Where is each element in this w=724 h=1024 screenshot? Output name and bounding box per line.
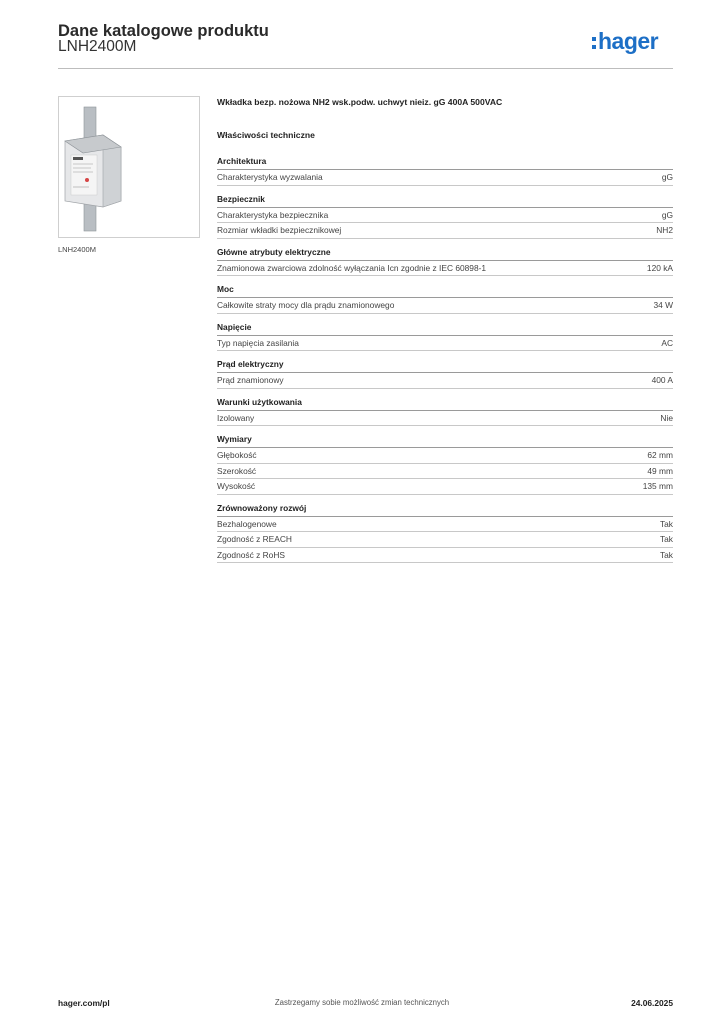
spec-row <box>217 261 673 277</box>
spec-value: Tak <box>659 518 673 529</box>
hager-logo <box>590 26 676 58</box>
spec-group <box>217 359 673 389</box>
spec-value: 49 mm <box>647 465 673 476</box>
spec-group <box>217 503 673 564</box>
spec-row <box>217 548 673 564</box>
spec-group-title: Architektura <box>217 156 673 170</box>
spec-label: Izolowany <box>217 412 255 423</box>
spec-group <box>217 284 673 314</box>
spec-group-title: Bezpiecznik <box>217 194 673 208</box>
spec-value: Tak <box>659 534 673 544</box>
spec-value: 120 kA <box>646 262 673 273</box>
footer-website: hager.com/pl <box>58 998 110 1008</box>
spec-panel <box>217 96 673 571</box>
product-description: Wkładka bezp. nożowa NH2 wsk.podw. uchwyt nieiz. gG 400A 500VAC <box>217 97 503 107</box>
spec-value: 400 A <box>651 375 673 385</box>
spec-value: 34 W <box>653 300 673 310</box>
spec-group-title: Wymiary <box>217 434 673 448</box>
spec-label: Bezhalogenowe <box>217 518 277 529</box>
spec-row <box>217 532 673 548</box>
spec-label: Charakterystyka wyzwalania <box>217 172 323 182</box>
spec-group-title: Napięcie <box>217 322 673 336</box>
spec-row <box>217 448 673 464</box>
spec-row <box>217 208 673 224</box>
spec-label: Rozmiar wkładki bezpiecznikowej <box>217 225 342 235</box>
spec-label: Prąd znamionowy <box>217 375 284 385</box>
spec-value: Tak <box>659 549 673 560</box>
image-caption: LNH2400M <box>58 245 96 254</box>
footer-disclaimer: Zastrzegamy sobie możliwość zmian technicznych <box>274 998 450 1007</box>
spec-value: NH2 <box>656 225 673 235</box>
page-title: Dane katalogowe produktu <box>58 22 269 40</box>
spec-group <box>217 397 673 427</box>
spec-group-title: Zrównoważony rozwój <box>217 503 673 517</box>
spec-row <box>217 170 673 186</box>
svg-text:hager: hager <box>598 28 659 54</box>
footer-date: 24.06.2025 <box>631 998 673 1008</box>
section-title: Właściwości techniczne <box>217 130 315 140</box>
spec-groups <box>217 156 673 563</box>
spec-row <box>217 298 673 314</box>
spec-group <box>217 434 673 495</box>
spec-group <box>217 194 673 239</box>
spec-value: gG <box>661 172 673 182</box>
spec-row <box>217 373 673 389</box>
fuse-image <box>59 97 199 237</box>
spec-group-title: Warunki użytkowania <box>217 397 673 411</box>
spec-group-title: Główne atrybuty elektryczne <box>217 247 673 261</box>
spec-group-title: Prąd elektryczny <box>217 359 673 373</box>
spec-row <box>217 411 673 427</box>
spec-value: 135 mm <box>642 481 673 491</box>
product-code: LNH2400M <box>58 38 137 55</box>
spec-label: Zgodność z RoHS <box>217 549 285 560</box>
spec-group-title: Moc <box>217 284 673 298</box>
spec-label: Zgodność z REACH <box>217 534 292 544</box>
spec-group <box>217 247 673 277</box>
spec-value: 62 mm <box>647 450 673 460</box>
spec-label: Głębokość <box>217 450 257 460</box>
spec-group <box>217 322 673 352</box>
spec-value: Nie <box>660 412 673 423</box>
spec-label: Typ napięcia zasilania <box>217 337 299 348</box>
spec-value: gG <box>661 209 673 220</box>
spec-row <box>217 464 673 480</box>
spec-label: Znamionowa zwarciowa zdolność wyłączania Icn zgodnie z IEC 60898-1 <box>217 262 487 273</box>
spec-label: Charakterystyka bezpiecznika <box>217 209 329 220</box>
spec-row <box>217 479 673 495</box>
spec-row <box>217 223 673 239</box>
spec-label: Całkowite straty mocy dla prądu znamionowego <box>217 300 395 310</box>
product-image-frame <box>58 96 200 238</box>
spec-value: AC <box>661 337 673 348</box>
header-divider <box>58 68 673 69</box>
spec-label: Szerokość <box>217 465 257 476</box>
spec-row <box>217 517 673 533</box>
spec-label: Wysokość <box>217 481 256 491</box>
spec-group <box>217 156 673 186</box>
spec-row <box>217 336 673 352</box>
